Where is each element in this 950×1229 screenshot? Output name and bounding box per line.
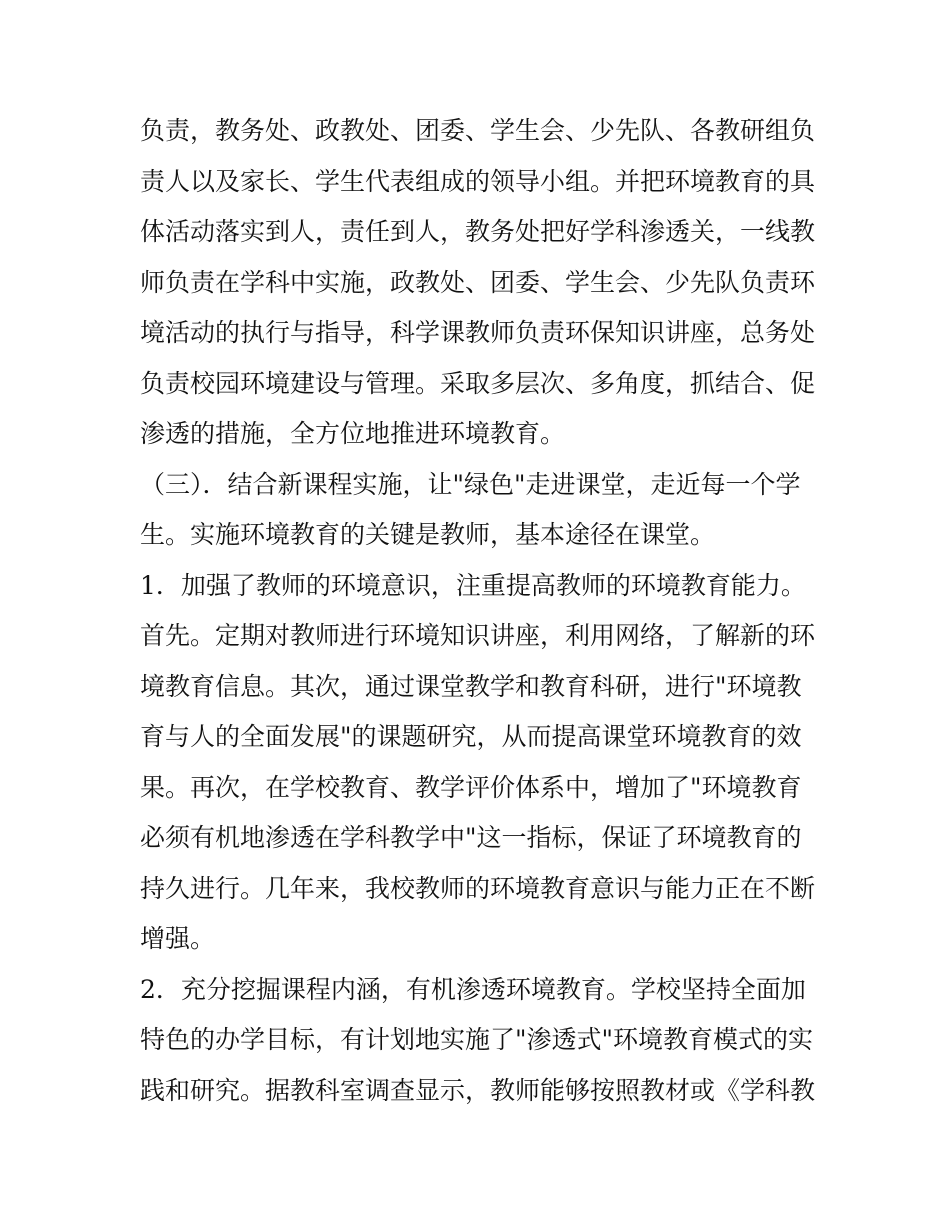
text-line: 负责，教务处、政教处、团委、学生会、少先队、各教研组负 [140, 116, 816, 145]
text-line: 渗透的措施，全方位地推进环境教育。 [140, 419, 566, 448]
text-line: 1．加强了教师的环境意识，注重提高教师的环境教育能力。 [140, 571, 806, 600]
text-line: 体活动落实到人，责任到人，教务处把好学科渗透关，一线教 [140, 217, 816, 246]
text-line: 增强。 [140, 924, 216, 953]
text-line: 境教育信息。其次，通过课堂教学和教育科研，进行"环境教 [140, 672, 802, 701]
text-line: 果。再次，在学校教育、教学评价体系中，增加了"环境教育 [140, 773, 802, 802]
text-line: 践和研究。据教科室调查显示，教师能够按照教材或《学科教 [140, 1076, 816, 1105]
text-line: 生。实施环境教育的关键是教师，基本途径在课堂。 [140, 520, 716, 549]
text-line: 2．充分挖掘课程内涵，有机渗透环境教育。学校坚持全面加 [140, 975, 806, 1004]
text-line: 育与人的全面发展"的课题研究，从而提高课堂环境教育的效 [140, 722, 802, 751]
text-line: 负责校园环境建设与管理。采取多层次、多角度，抓结合、促 [140, 369, 816, 398]
text-line: 境活动的执行与指导，科学课教师负责环保知识讲座，总务处 [140, 318, 816, 347]
text-line: 特色的办学目标，有计划地实施了"渗透式"环境教育模式的实 [140, 1025, 814, 1054]
text-line: 师负责在学科中实施，政教处、团委、学生会、少先队负责环 [140, 268, 816, 297]
text-line: 首先。定期对教师进行环境知识讲座，利用网络，了解新的环 [140, 621, 816, 650]
text-line: 必须有机地渗透在学科教学中"这一指标，保证了环境教育的 [140, 823, 802, 852]
text-line: 责人以及家长、学生代表组成的领导小组。并把环境教育的具 [140, 167, 816, 196]
text-line: （三）．结合新课程实施，让"绿色"走进课堂，走近每一个学 [140, 470, 801, 499]
text-line: 持久进行。几年来，我校教师的环境教育意识与能力正在不断 [140, 874, 816, 903]
